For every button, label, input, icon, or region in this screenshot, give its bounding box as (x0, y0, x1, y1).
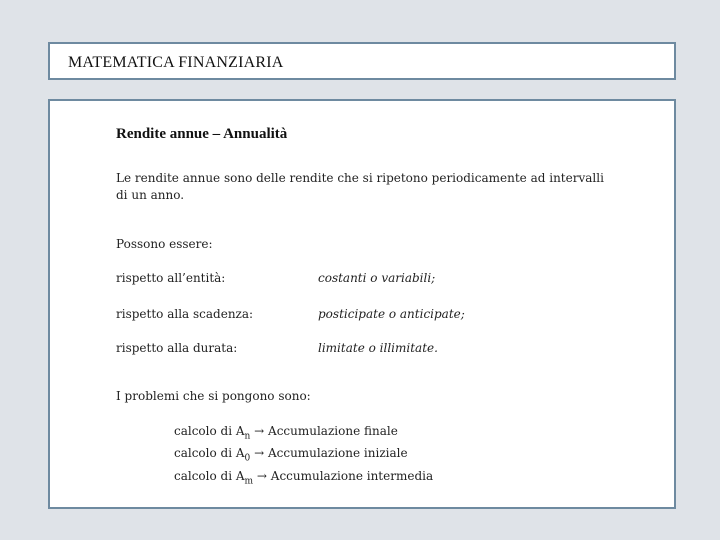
intro-paragraph: Le rendite annue sono delle rendite che si ripetono periodicamente ad intervalli di un anno. (116, 171, 604, 202)
calc-prefix: calcolo di A (174, 446, 245, 461)
row-value: costanti o variabili; (318, 271, 436, 285)
calc-subscript: 0 (244, 453, 251, 464)
row-label: rispetto alla durata: (116, 341, 238, 355)
calc-prefix: calcolo di A (174, 468, 245, 483)
calc-item-final (174, 423, 433, 445)
calc-suffix: → Accumulazione intermedia (253, 468, 434, 483)
calc-prefix: calcolo di A (174, 424, 245, 438)
calc-suffix: → Accumulazione iniziale (250, 446, 408, 461)
title-panel (48, 42, 676, 80)
section-heading: Rendite annue – Annualità (116, 126, 288, 142)
row-value: limitate o illimitate. (318, 341, 438, 355)
content-panel (48, 99, 676, 509)
calc-subscript: n (244, 431, 251, 442)
calc-list (174, 423, 433, 490)
row-value: posticipate o anticipate; (318, 307, 465, 321)
page-title: MATEMATICA FINANZIARIA (68, 54, 284, 71)
row-label: rispetto all’entità: (116, 271, 226, 285)
classification-row-entita (116, 271, 436, 285)
possono-label: Possono essere: (116, 237, 213, 251)
classification-row-durata (116, 341, 438, 355)
calc-item-initial (174, 445, 433, 467)
calc-suffix: → Accumulazione finale (250, 424, 398, 438)
classification-row-scadenza (116, 307, 465, 321)
calc-item-intermediate (174, 468, 433, 490)
calc-subscript: m (244, 476, 254, 487)
row-label: rispetto alla scadenza: (116, 307, 254, 321)
problems-label: I problemi che si pongono sono: (116, 389, 311, 403)
